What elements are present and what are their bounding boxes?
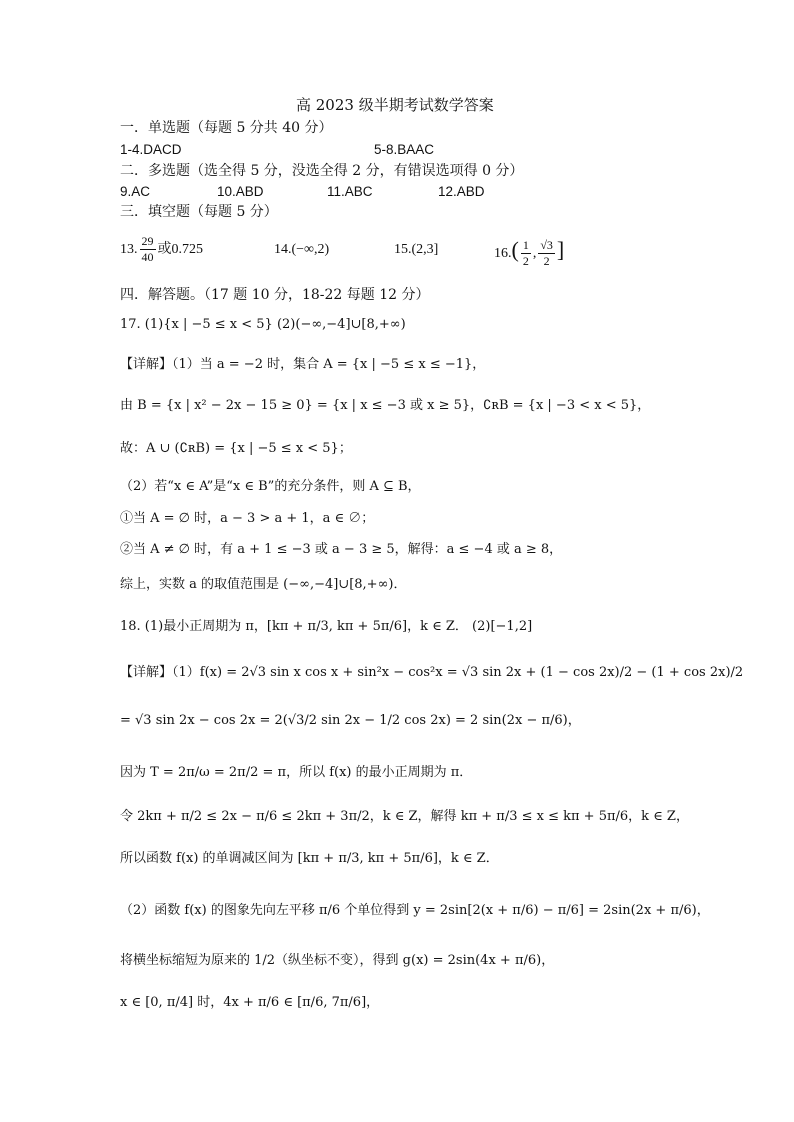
fill-answer-15: 15.(2,3] xyxy=(394,242,439,257)
q17-detail-line: 由 B = {x | x² − 2x − 15 ≥ 0} = {x | x ≤ −3 或 x ≥ 5}，∁ʀB = {x | −3 < x < 5}， xyxy=(120,398,651,413)
section-3-heading: 三．填空题（每题 5 分） xyxy=(120,204,278,220)
q17-answer-line: 17. (1){x | −5 ≤ x < 5} (2)(−∞,−4]∪[8,+∞) xyxy=(120,317,406,332)
q17-detail-line: 故：A ∪ (∁ʀB) = {x | −5 ≤ x < 5}； xyxy=(120,441,352,456)
q18-detail-line: = √3 sin 2x − cos 2x = 2(√3/2 sin 2x − 1/2 cos 2x) = 2 sin(2x − π/6)， xyxy=(120,713,581,728)
section-2-answer: 12.ABD xyxy=(438,184,485,199)
q18-detail-line: 因为 T = 2π/ω = 2π/2 = π，所以 f(x) 的最小正周期为 π． xyxy=(120,765,473,780)
q17-detail-line: 【详解】（1）当 a = −2 时，集合 A = {x | −5 ≤ x ≤ −1}， xyxy=(120,357,486,372)
q18-answer-line: 18. (1)最小正周期为 π，[kπ + π/3, kπ + 5π/6]，k ∈ Z． (2)[−1,2] xyxy=(120,619,533,634)
q17-detail-line: 综上，实数 a 的取值范围是 (−∞,−4]∪[8,+∞)． xyxy=(120,577,407,592)
q17-detail-line: ②当 A ≠ ∅ 时，有 a + 1 ≤ −3 或 a − 3 ≥ 5，解得：a ≤ −4 或 a ≥ 8， xyxy=(120,542,563,557)
q18-detail-line: 将横坐标缩短为原来的 1/2（纵坐标不变），得到 g(x) = 2sin(4x + π/6)， xyxy=(120,953,555,968)
q18-detail-line: （2）函数 f(x) 的图象先向左平移 π/6 个单位得到 y = 2sin[2(x + π/6) − π/6] = 2sin(2x + π/6)， xyxy=(120,903,710,918)
section-2-heading: 二．多选题（选全得 5 分，没选全得 2 分，有错误选项得 0 分） xyxy=(120,163,524,179)
section-2-answer: 10.ABD xyxy=(217,184,264,199)
section-1-heading: 一．单选题（每题 5 分共 40 分） xyxy=(120,120,333,136)
q18-detail-line: x ∈ [0, π/4] 时，4x + π/6 ∈ [π/6, 7π/6]， xyxy=(120,995,380,1010)
section-4-heading: 四．解答题。（17 题 10 分，18-22 每题 12 分） xyxy=(120,287,430,303)
section-1-answers-b: 5-8.BAAC xyxy=(374,142,435,157)
q18-detail-line: 令 2kπ + π/2 ≤ 2x − π/6 ≤ 2kπ + 3π/2，k ∈ Z，解得 kπ + π/3 ≤ x ≤ kπ + 5π/6，k ∈ Z， xyxy=(120,809,689,824)
q17-detail-line: （2）若“x ∈ A”是“x ∈ B”的充分条件，则 A ⊆ B， xyxy=(120,479,421,494)
section-1-answers-a: 1-4.DACD xyxy=(120,142,182,157)
q17-detail-line: ①当 A = ∅ 时，a − 3 > a + 1，a ∈ ∅； xyxy=(120,511,375,526)
fill-answer-16: 16.( $\frac{1}{2}$ , $\frac{√3}{2}$ ] xyxy=(494,237,565,269)
page-title: 高 2023 级半期考试数学答案 xyxy=(296,96,494,114)
q18-detail-line: 所以函数 f(x) 的单调减区间为 [kπ + π/3, kπ + 5π/6]，k ∈ Z． xyxy=(120,851,499,866)
fill-answer-14: 14.(−∞,2) xyxy=(274,242,330,257)
section-2-answer: 9.AC xyxy=(120,184,151,199)
section-2-answer: 11.ABC xyxy=(327,184,373,199)
q18-detail-line: 【详解】（1）f(x) = 2√3 sin x cos x + sin²x − cos²x = √3 sin 2x + (1 − cos 2x)/2 − (1 + cos 2x)/2 xyxy=(120,665,744,680)
fill-answer-13: 13. $\frac{29}{40}$ 或0.725 xyxy=(120,234,203,265)
